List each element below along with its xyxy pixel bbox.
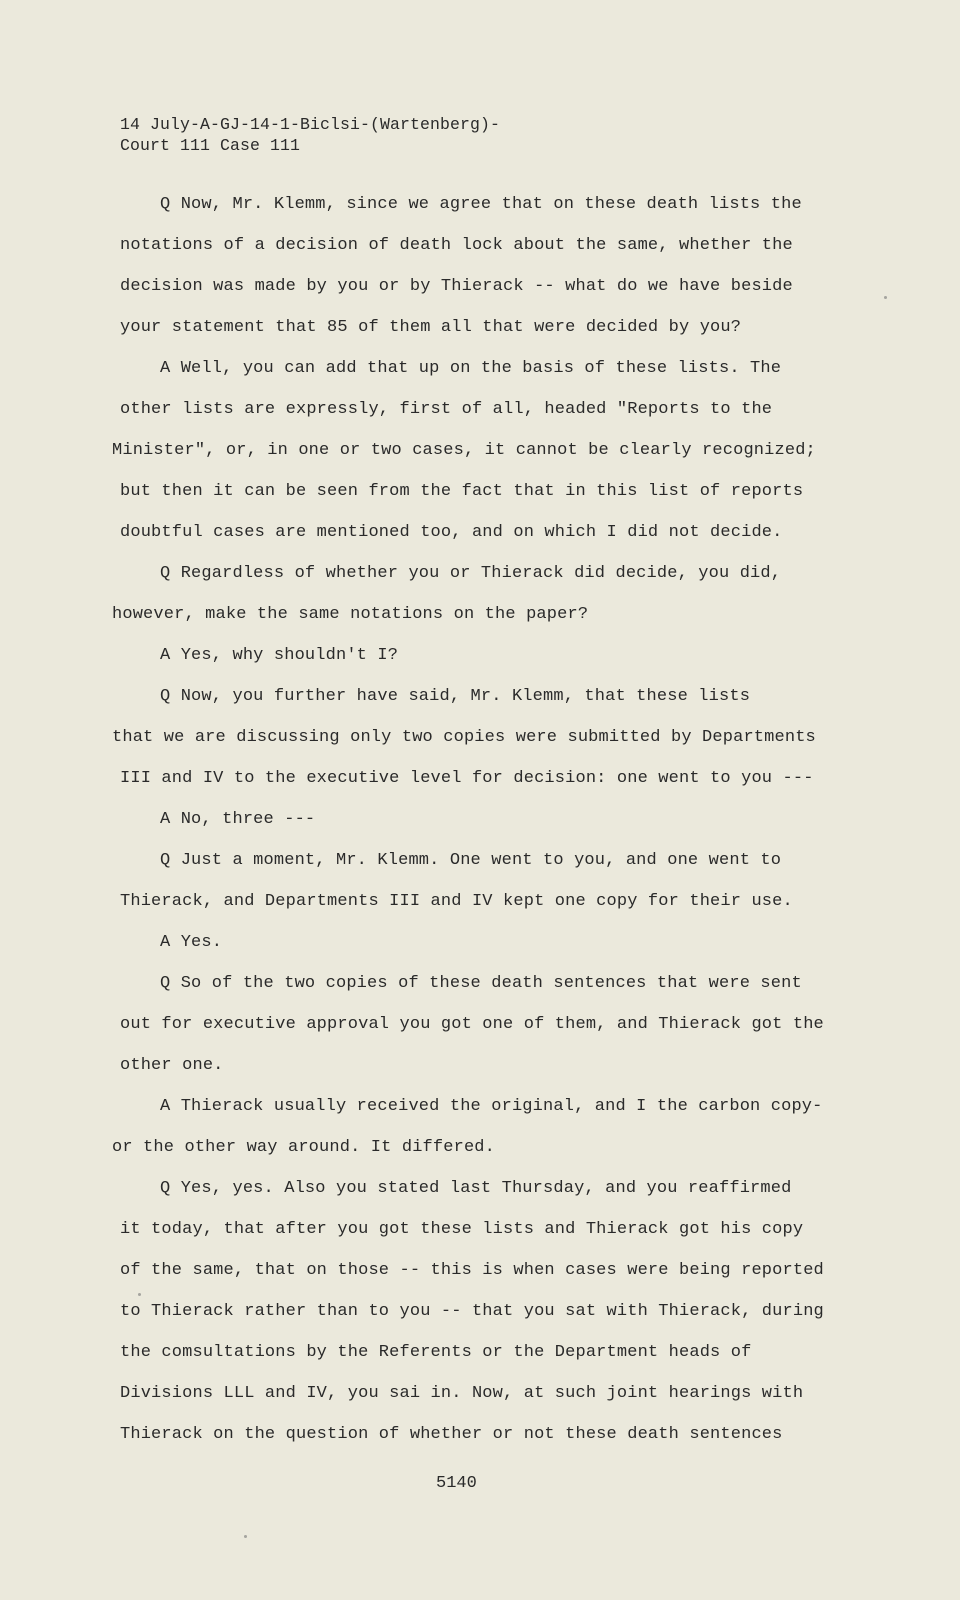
text-line-25: Q Yes, yes. Also you stated last Thursday, and you reaffirmed xyxy=(160,1179,792,1198)
text-line-10: Q Regardless of whether you or Thierack did decide, you did, xyxy=(160,564,782,583)
text-line-29: the comsultations by the Referents or the Department heads of xyxy=(120,1343,752,1362)
text-line-14: that we are discussing only two copies were submitted by Departments xyxy=(112,728,816,747)
text-line-6: other lists are expressly, first of all, headed "Reports to the xyxy=(120,400,773,419)
text-line-7: Minister", or, in one or two cases, it cannot be clearly recognized; xyxy=(112,441,816,460)
text-line-11: however, make the same notations on the paper? xyxy=(112,605,589,624)
text-line-8: but then it can be seen from the fact that in this list of reports xyxy=(120,482,804,501)
text-line-28: to Thierack rather than to you -- that you sat with Thierack, during xyxy=(120,1302,824,1321)
text-line-22: other one. xyxy=(120,1056,224,1075)
text-line-19: A Yes. xyxy=(160,933,223,952)
text-line-23: A Thierack usually received the original, and I the carbon copy- xyxy=(160,1097,823,1116)
text-line-5: A Well, you can add that up on the basis of these lists. The xyxy=(160,359,782,378)
text-line-9: doubtful cases are mentioned too, and on which I did not decide. xyxy=(120,523,783,542)
text-line-20: Q So of the two copies of these death sentences that were sent xyxy=(160,974,802,993)
paper-speck xyxy=(138,1293,141,1296)
text-line-3: decision was made by you or by Thierack -- what do we have beside xyxy=(120,277,793,296)
text-line-2: notations of a decision of death lock about the same, whether the xyxy=(120,236,793,255)
page-number: 5140 xyxy=(436,1474,477,1493)
header-line-1: 14 July-A-GJ-14-1-Biclsi-(Wartenberg)- xyxy=(120,115,501,134)
text-line-21: out for executive approval you got one of them, and Thierack got the xyxy=(120,1015,824,1034)
paper-speck xyxy=(884,296,887,299)
text-line-30: Divisions LLL and IV, you sai in. Now, at such joint hearings with xyxy=(120,1384,804,1403)
text-line-26: it today, that after you got these lists and Thierack got his copy xyxy=(120,1220,804,1239)
text-line-18: Thierack, and Departments III and IV kept one copy for their use. xyxy=(120,892,793,911)
text-line-17: Q Just a moment, Mr. Klemm. One went to you, and one went to xyxy=(160,851,782,870)
text-line-24: or the other way around. It differed. xyxy=(112,1138,496,1157)
text-line-15: III and IV to the executive level for decision: one went to you --- xyxy=(120,769,814,788)
text-line-31: Thierack on the question of whether or not these death sentences xyxy=(120,1425,783,1444)
document-header xyxy=(120,114,500,156)
text-line-4: your statement that 85 of them all that were decided by you? xyxy=(120,318,742,337)
paper-speck xyxy=(244,1535,247,1538)
text-line-12: A Yes, why shouldn't I? xyxy=(160,646,399,665)
text-line-1: Q Now, Mr. Klemm, since we agree that on these death lists the xyxy=(160,195,802,214)
text-line-13: Q Now, you further have said, Mr. Klemm, that these lists xyxy=(160,687,751,706)
text-line-16: A No, three --- xyxy=(160,810,316,829)
header-line-2: Court 111 Case 111 xyxy=(120,136,301,155)
text-line-27: of the same, that on those -- this is when cases were being reported xyxy=(120,1261,824,1280)
